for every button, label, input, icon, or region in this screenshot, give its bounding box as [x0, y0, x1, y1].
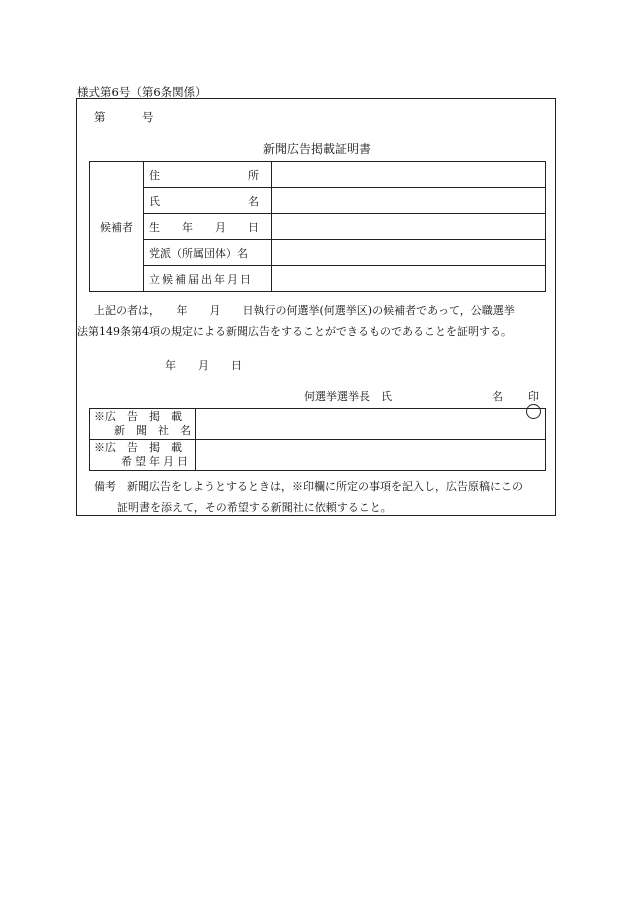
- notice-table: [89, 408, 546, 471]
- value-name[interactable]: [272, 188, 546, 214]
- number-dai: 第: [94, 110, 106, 124]
- candidate-group-label: 候補者: [90, 162, 144, 292]
- body-line-1: 上記の者は， 年 月 日執行の何選挙(何選挙区)の候補者であって，公職選挙: [94, 304, 515, 317]
- candidate-table: [89, 161, 546, 292]
- label-newspaper-line2: 新 聞 社 名: [114, 424, 191, 437]
- form-id: 様式第6号（第6条関係）: [77, 85, 207, 99]
- value-desired-date[interactable]: [196, 440, 546, 471]
- label-filing-date: 立候補届出年月日: [144, 266, 272, 292]
- label-desired-date: [90, 440, 196, 471]
- value-address[interactable]: [272, 162, 546, 188]
- remarks-line-1: 備考 新聞広告をしようとするときは，※印欄に所定の事項を記入し，広告原稿にこの: [94, 480, 523, 493]
- candidate-row-filing-date: [90, 266, 546, 292]
- label-address: 住 所: [144, 162, 272, 188]
- notice-row-newspaper: [90, 409, 546, 440]
- candidate-row-address: [90, 162, 546, 188]
- label-newspaper-line1: ※広 告 掲 載: [94, 410, 182, 423]
- value-party[interactable]: [272, 240, 546, 266]
- label-desired-date-line1: ※広 告 掲 載: [94, 441, 182, 454]
- label-name: 氏 名: [144, 188, 272, 214]
- value-filing-date[interactable]: [272, 266, 546, 292]
- candidate-row-name: [90, 188, 546, 214]
- number-go: 号: [142, 110, 154, 124]
- date-line: 年 月 日: [165, 359, 242, 372]
- label-birthdate: 生 年 月 日: [144, 214, 272, 240]
- label-desired-date-line2: 希望年月日: [121, 455, 191, 468]
- candidate-row-party: [90, 240, 546, 266]
- label-newspaper: [90, 409, 196, 440]
- signer-name: 名: [492, 390, 503, 403]
- value-newspaper[interactable]: [196, 409, 546, 440]
- certificate-frame: [76, 98, 556, 516]
- label-party: 党派（所属団体）名: [144, 240, 272, 266]
- value-birthdate[interactable]: [272, 214, 546, 240]
- remarks-line-2: 証明書を添えて，その希望する新聞社に依頼すること。: [117, 501, 392, 514]
- body-line-2: 法第149条第4項の規定による新聞広告をすることができるものであることを証明する。: [77, 325, 512, 338]
- signer-seal: 印: [528, 390, 539, 403]
- signer-title: 何選挙選挙長 氏: [304, 390, 392, 403]
- document-title: 新聞広告掲載証明書: [263, 142, 372, 156]
- notice-row-desired-date: [90, 440, 546, 471]
- candidate-row-birthdate: [90, 214, 546, 240]
